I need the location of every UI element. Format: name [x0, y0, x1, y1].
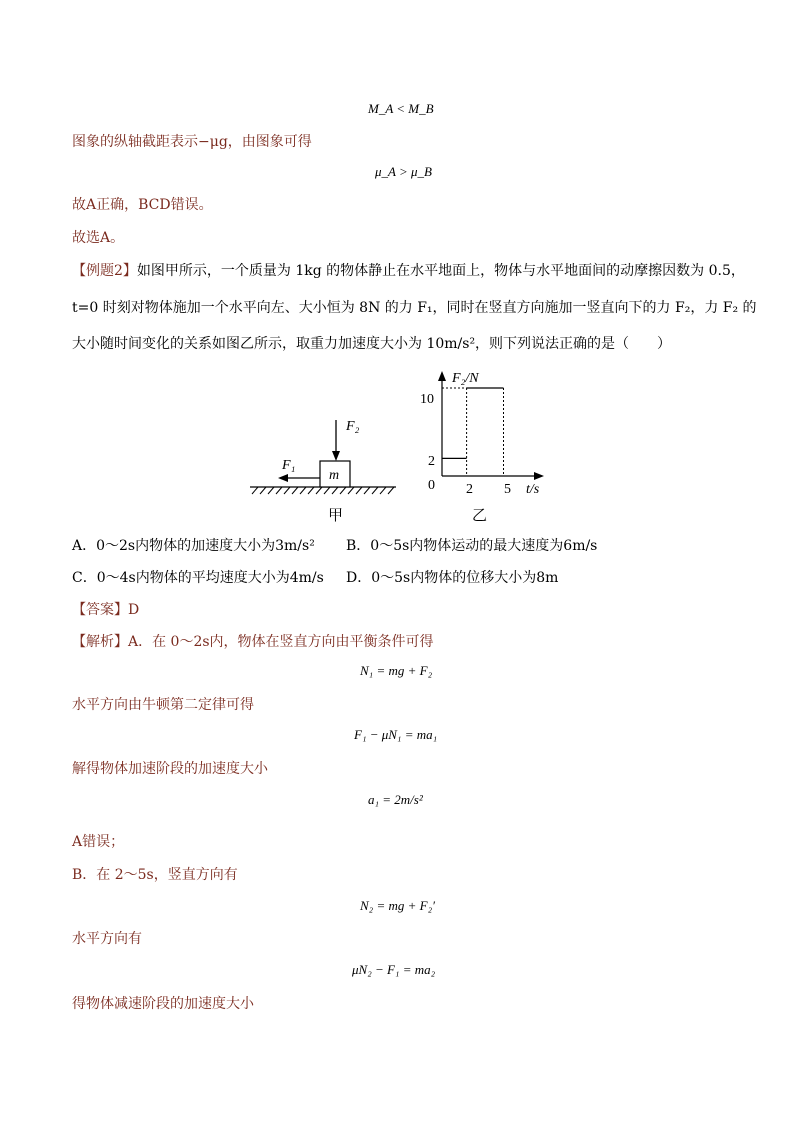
equation-n1: N₁ = mg + F₂: [360, 663, 433, 678]
analysis-intro-line: [72, 633, 434, 651]
example-text-1: 如图甲所示，一个质量为 1kg 的物体静止在水平地面上，物体与水平地面间的动摩擦因数为 0.5，: [136, 263, 745, 279]
option-d: D．0～5s内物体的位移大小为8m: [346, 570, 559, 586]
caption-right: 乙: [472, 508, 488, 524]
origin-label: 0: [428, 478, 435, 493]
y-tick-10: 10: [420, 392, 434, 407]
y-axis-label: F₂/N: [452, 371, 479, 386]
analysis-text-2: 水平方向由牛顿第二定律可得: [72, 697, 254, 713]
option-b: B．0～5s内物体运动的最大速度为6m/s: [346, 538, 598, 554]
example-tag: 【例题2】: [72, 263, 137, 279]
x-tick-5: 5: [504, 482, 511, 497]
x-tick-2: 2: [466, 482, 473, 497]
answer-value: D: [128, 602, 140, 618]
text-conclusion: 故A正确，BCD错误。: [72, 197, 213, 213]
ground-hatching: [252, 487, 394, 494]
x-axis-label: t/s: [526, 482, 540, 497]
force1-label: F₁: [282, 458, 296, 473]
x-axis-arrowhead: [534, 472, 544, 480]
example-line-3: 大小随时间变化的关系如图乙所示，取重力加速度大小为 10m/s²，则下列说法正确的是（ ）: [72, 336, 672, 352]
text-intercept: 图象的纵轴截距表示−μg，由图象可得: [72, 134, 312, 150]
figure-force-time-graph: [420, 368, 560, 528]
analysis-tag: 【解析】: [72, 634, 128, 650]
analysis-text-3: 解得物体加速阶段的加速度大小: [72, 761, 268, 777]
force2-label: F₂: [346, 419, 360, 434]
equation-mass-compare: M_A < M_B: [368, 101, 434, 116]
equation-n2: N₂ = mg + F₂′: [360, 898, 435, 913]
answer-tag: 【答案】: [72, 602, 128, 618]
equation-mu-compare: μ_A > μ_B: [375, 164, 432, 179]
equation-newton-2: μN₂ − F₁ = ma₂: [352, 962, 436, 977]
analysis-text-6: 水平方向有: [72, 931, 142, 947]
example-line-2: t=0 时刻对物体施加一个水平向左、大小恒为 8N 的力 F₁，同时在竖直方向施加一竖直向下的力 F₂，力 F₂ 的: [72, 300, 757, 316]
mass-label: m: [329, 468, 340, 483]
caption-left: 甲: [328, 508, 344, 524]
equation-a1: a₁ = 2m/s²: [368, 792, 423, 807]
analysis-text-4: A错误；: [72, 834, 125, 850]
text-choose: 故选A。: [72, 230, 125, 246]
analysis-text-7: 得物体减速阶段的加速度大小: [72, 996, 254, 1012]
force2-arrowhead: [332, 451, 340, 461]
y-axis-arrowhead: [438, 371, 446, 381]
force1-arrowhead: [278, 474, 288, 482]
answer-line: [72, 601, 139, 619]
analysis-intro: A．在 0～2s内，物体在竖直方向由平衡条件可得: [128, 634, 434, 650]
example-line-1: [72, 262, 745, 280]
analysis-text-5: B．在 2～5s，竖直方向有: [72, 867, 238, 883]
option-c: C．0～4s内物体的平均速度大小为4m/s: [72, 570, 324, 586]
figure-block-diagram: [248, 380, 418, 530]
option-a: A．0～2s内物体的加速度大小为3m/s²: [72, 538, 315, 554]
equation-newton-1: F₁ − μN₁ = ma₁: [354, 727, 438, 742]
y-tick-2: 2: [428, 454, 435, 469]
